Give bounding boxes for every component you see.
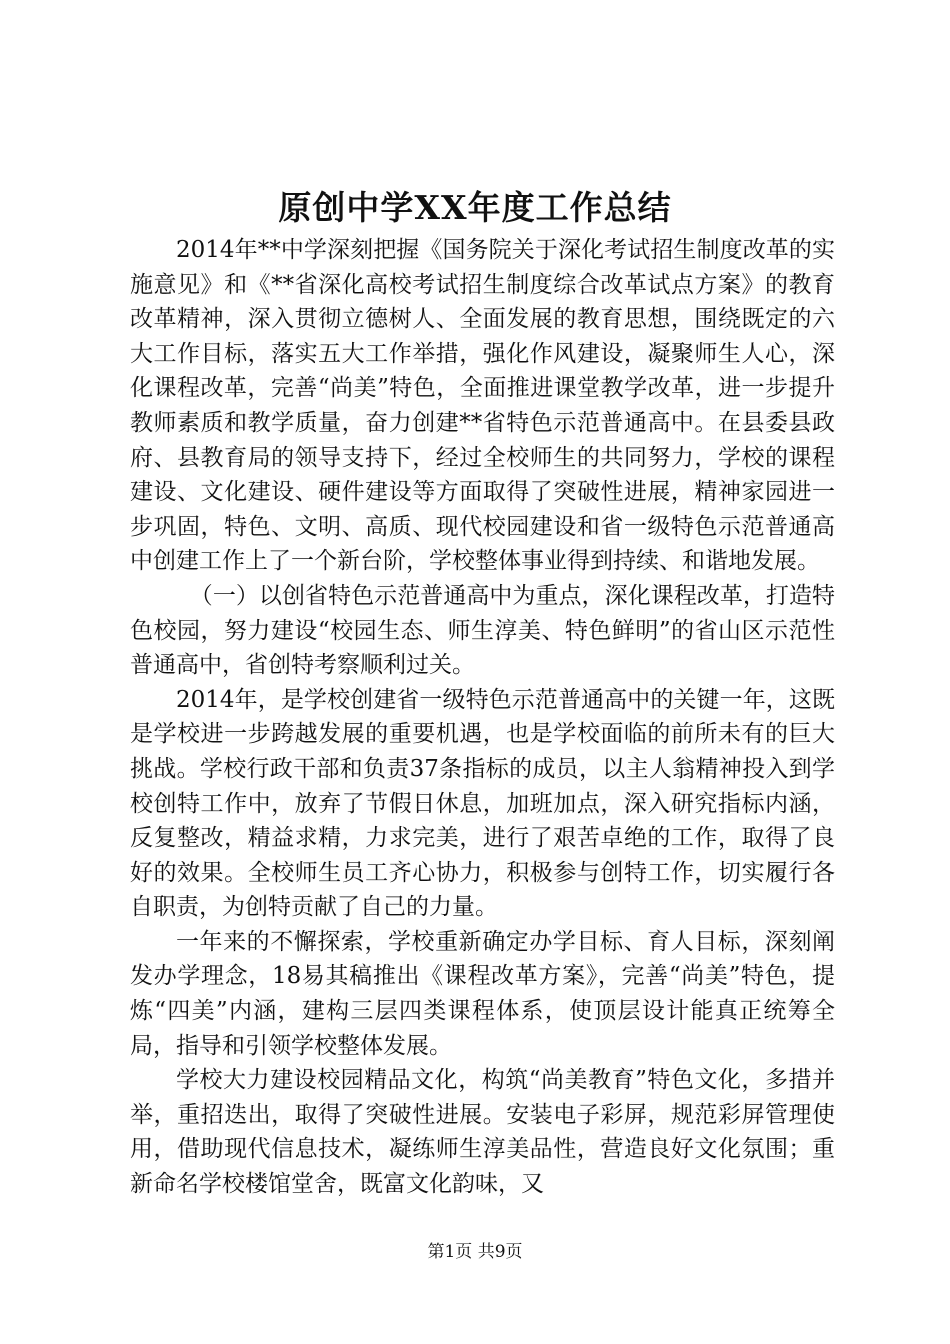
paragraph-exploration: 一年来的不懈探索，学校重新确定办学目标、育人目标，深刻阐发办学理念，18易其稿推出《课程改革方案》，完善“尚美”特色，提炼“四美”内涵，建构三层四类课程体系，使顶层设计能真正统筹全局，指导和引领学校整体发展。 <box>130 928 835 1059</box>
paragraph-campus-culture: 学校大力建设校园精品文化，构筑“尚美教育”特色文化，多措并举，重招迭出，取得了突破性进展。安装电子彩屏，规范彩屏管理使用，借助现代信息技术，凝练师生淳美品性，营造良好文化氛围；重新命名学校楼馆堂舍，既富文化韵味，又 <box>130 1067 835 1198</box>
paragraph-section-heading: （一）以创省特色示范普通高中为重点，深化课程改革，打造特色校园，努力建设“校园生态、师生淳美、特色鲜明”的省山区示范性普通高中，省创特考察顺利过关。 <box>130 582 835 679</box>
paragraph-2014-creation: 2014年，是学校创建省一级特色示范普通高中的关键一年，这既是学校进一步跨越发展的重要机遇，也是学校面临的前所未有的巨大挑战。学校行政干部和负责37条指标的成员，以主人翁精神投入到学校创特工作中，放弃了节假日休息，加班加点，深入研究指标内涵，反复整改，精益求精，力求完美，进行了艰苦卓绝的工作，取得了良好的效果。全校师生员工齐心协力，积极参与创特工作，切实履行各自职责，为创特贡献了自己的力量。 <box>130 686 835 921</box>
paragraph-intro: 2014年**中学深刻把握《国务院关于深化考试招生制度改革的实施意见》和《**省深化高校考试招生制度综合改革试点方案》的教育改革精神，深入贯彻立德树人、全面发展的教育思想，围绕既定的六大工作目标，落实五大工作举措，强化作风建设，凝聚师生人心，深化课程改革，完善“尚美”特色，全面推进课堂教学改革，进一步提升教师素质和教学质量，奋力创建**省特色示范普通高中。在县委县政府、县教育局的领导支持下，经过全校师生的共同努力，学校的课程建设、文化建设、硬件建设等方面取得了突破性进展，精神家园进一步巩固，特色、文明、高质、现代校园建设和省一级特色示范普通高中创建工作上了一个新台阶，学校整体事业得到持续、和谐地发展。 <box>130 237 835 575</box>
document-title: 原创中学XX年度工作总结 <box>278 188 672 227</box>
page-number-footer: 第1页 共9页 <box>427 1242 523 1262</box>
document-body <box>130 233 835 1202</box>
